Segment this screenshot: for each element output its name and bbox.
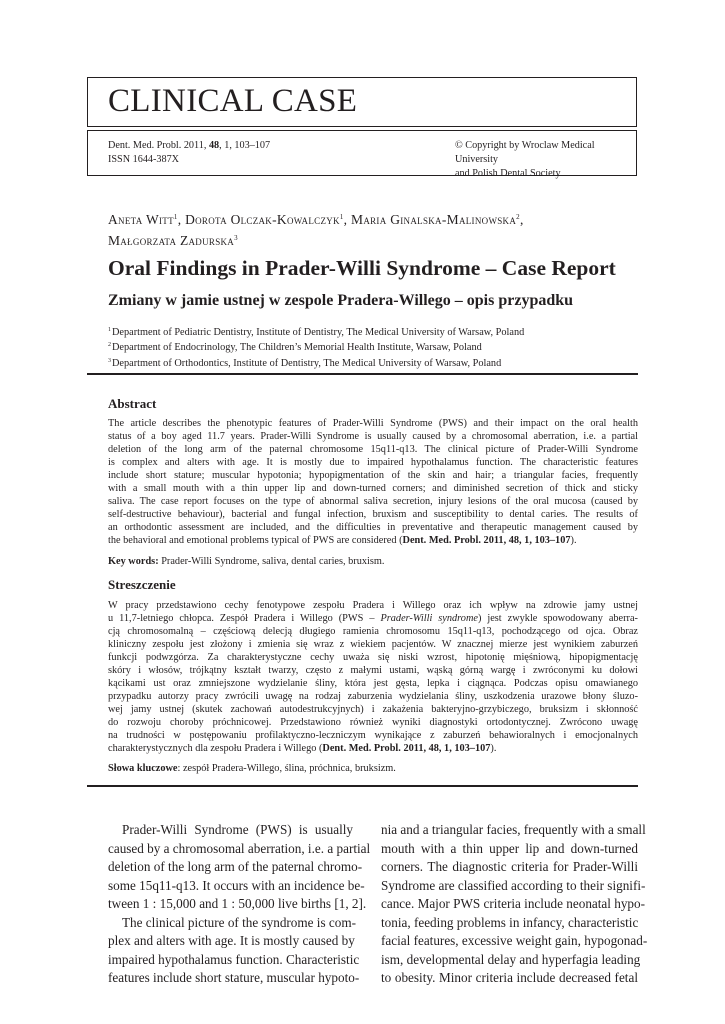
author	[108, 233, 238, 248]
text-segment: tonia, feeding problems in infancy, characteristic	[381, 914, 639, 930]
text-line	[108, 534, 638, 547]
journal-volume: 48	[208, 140, 220, 151]
keywords-text: : zespół Pradera-Willego, ślina, próchnica, bruksizm.	[177, 763, 396, 774]
text-line	[108, 456, 638, 469]
body-right-column	[381, 821, 648, 988]
text-line	[108, 858, 363, 877]
text-line	[108, 840, 371, 859]
text-segment: przypadku autorzy pracy zwrócili uwagę na rodzaj zaburzenia wydzielania śliny, uszkodzenia urazowe błony śluzo-	[108, 691, 638, 702]
text-segment: with a small mouth with a thin upper lip and down-turned corners; and diminished secretion of thick and sticky	[108, 483, 638, 494]
text-segment: skóry i włosów, trójkątny kształt twarzy, często z małymi ustami, wąską górną wargę i zwróconymi ku dołowi	[108, 665, 638, 676]
author	[351, 212, 524, 227]
affil-num: 2	[108, 342, 111, 349]
author-list	[108, 208, 638, 250]
text-segment: cance. Major PWS criteria include neonatal hypo-	[381, 896, 646, 911]
copyright-line: © Copyright by Wroclaw Medical University	[455, 140, 595, 165]
text-line	[108, 599, 638, 612]
text-line	[108, 508, 638, 521]
abstract-heading: Abstract	[108, 396, 157, 411]
article-subtitle: Zmiany w jamie ustnej w zespole Pradera-Willego – opis przypadku	[108, 292, 574, 309]
text-segment: deletion of the long arm of the paternal chromo-	[108, 859, 363, 874]
text-segment: charakterystycznych dla zespołu Pradera i Willego (	[108, 743, 323, 754]
text-line	[108, 969, 360, 988]
text-segment: kliniczny zespołu jest złożony i zmienia się wraz z wiekiem pacjentów. W znacznej mierze jest wynikiem zaburzeń	[108, 639, 638, 650]
text-line	[108, 521, 638, 534]
citation-info	[108, 139, 270, 167]
text-line	[108, 482, 638, 495]
text-line	[108, 430, 638, 443]
text-segment: include short stature; muscular hypotonia; hypopigmentation of the skin and hair; a triangular facies, frequently	[108, 470, 638, 481]
text-segment: W pracy przedstawiono cechy fenotypowe zespołu Pradera i Willego oraz ich wpływ na zdrowie jamy ustnej	[108, 600, 638, 611]
streszczenie-heading: Streszczenie	[108, 577, 176, 592]
text-line	[381, 951, 641, 970]
author-name: Aneta Witt	[108, 212, 174, 227]
text-segment: self-destructive behaviour), bacterial and fungal infection, bruxism and susceptibility to dental caries. The results of	[108, 509, 638, 520]
text-segment: u 11,7-letniego chłopca. Zespół Pradera i Willego (PWS –	[108, 613, 381, 624]
text-line	[108, 443, 638, 456]
affil-text: Department of Pediatric Dentistry, Institute of Dentistry, The Medical University of Warsaw, Poland	[112, 327, 525, 338]
text-line	[108, 664, 638, 677]
text-line	[108, 690, 638, 703]
keywords-text: Prader-Willi Syndrome, saliva, dental caries, bruxism.	[158, 556, 385, 567]
affil-text: Department of Orthodontics, Institute of Dentistry, The Medical University of Warsaw, Poland	[112, 357, 502, 369]
text-line	[108, 742, 638, 755]
text-line	[381, 821, 646, 840]
separator: ,	[519, 212, 524, 227]
text-segment: ).	[490, 743, 497, 754]
abstract-text	[108, 417, 638, 547]
text-line	[381, 932, 648, 951]
section-header-box	[87, 77, 637, 127]
text-segment: cją chromosomalną – częściową delecją długiego ramienia chromosomu 15q11-q13, pochodzącego od ojca. Obraz	[108, 626, 638, 637]
streszczenie-text	[108, 599, 638, 755]
author	[185, 212, 351, 227]
text-segment: na trudności w postępowaniu profilaktyczno-leczniczym wynikające z zaburzeń behawioralnych i emocjonalnych	[108, 730, 638, 741]
text-segment: Prader-Willi syndrome	[380, 613, 478, 624]
text-segment: ism, developmental delay and hyperfagia leading	[381, 951, 641, 967]
article-title: Oral Findings in Prader-Willi Syndrome – Case Report	[108, 256, 616, 280]
text-line	[108, 914, 357, 933]
text-segment: mouth with a thin upper lip and down-turned	[381, 840, 638, 856]
author	[108, 212, 185, 227]
separator: ,	[177, 212, 186, 227]
text-line	[108, 625, 638, 638]
citation: Dent. Med. Probl. 2011, 48, 1, 103–107	[322, 743, 491, 754]
keywords-label: Key words:	[108, 556, 159, 567]
text-line	[381, 914, 638, 933]
text-segment: plex and alters with age. It is mostly caused by	[108, 933, 355, 948]
affil-num: 3	[108, 357, 111, 364]
text-segment: The clinical picture of the syndrome is com-	[122, 914, 357, 930]
divider	[87, 785, 638, 787]
journal-info-box	[87, 130, 637, 179]
author-name: Dorota Olczak-Kowalczyk	[185, 212, 340, 227]
text-line	[108, 638, 638, 651]
text-segment: nia and a triangular facies, frequently with a small	[381, 822, 646, 837]
text-line	[108, 612, 638, 625]
affil-mark: 3	[234, 234, 238, 242]
text-segment: status of a boy aged 11.7 years. Prader-Willi Syndrome is usually caused by a chromosomal aberration, i.e. a partial	[108, 431, 638, 442]
text-segment: funkcji podwzgórza. Za charakterystyczne cechy uważa się niski wzrost, hipotonię mięśniową, hipopigmentację	[108, 652, 638, 663]
text-line	[108, 729, 638, 742]
text-line	[381, 840, 638, 859]
affil-mark: 1	[173, 213, 178, 221]
text-line	[108, 417, 638, 430]
text-segment: wej jamy ustnej (skutek zachowań autodestrukcyjnych) i zakażenia bakteryjno-grzybiczego, bruksizm i skłonność	[108, 704, 638, 715]
affiliations	[108, 324, 524, 370]
text-segment: facial features, excessive weight gain, hypogonad-	[381, 933, 648, 948]
text-segment: is complex and alters with age. It is mostly due to impaired hypothalamus function. The characteristic features	[108, 457, 638, 468]
text-segment: impaired hypothalamus function. Characteristic	[108, 951, 360, 967]
separator: ,	[343, 212, 352, 227]
affil-text: Department of Endocrinology, The Children’s Memorial Health Institute, Warsaw, Poland	[112, 342, 482, 354]
copyright	[455, 139, 636, 181]
text-line	[381, 858, 638, 877]
affil-mark: 1	[339, 213, 344, 221]
text-line	[108, 895, 367, 914]
journal-ref: Dent. Med. Probl. 2011,	[108, 140, 209, 151]
affiliation	[108, 355, 524, 370]
copyright-line: and Polish Dental Society	[455, 168, 561, 179]
journal-pages: , 1, 103–107	[219, 140, 271, 151]
text-line	[108, 877, 365, 896]
body-left-column	[108, 821, 371, 988]
text-segment: deletion of the long arm of the paternal chromosome 15q11-q13. The clinical picture of Prader-Willi Syndrome	[108, 444, 638, 455]
text-segment: kącikami ust oraz zmniejszone wydzielanie śliny, która jest gęsta, lepka i ciągnąca. Podczas opisu omawianego	[108, 678, 638, 689]
text-segment: ).	[570, 535, 577, 546]
divider	[87, 373, 638, 375]
text-line	[108, 495, 638, 508]
text-segment: Prader-Willi Syndrome (PWS) is usually	[122, 822, 353, 837]
affiliation	[108, 324, 524, 339]
text-segment: some 15q11-q13. It occurs with an incidence be-	[108, 877, 365, 893]
text-line	[108, 677, 638, 690]
affiliation	[108, 339, 524, 354]
text-line	[108, 651, 638, 664]
author-name: Małgorzata Zadurska	[108, 233, 235, 248]
text-segment: do rozwoju choroby próchnicowej. Przedstawiono również wyniki diagnostyki ortodontycznej. Zwrócono uwagę	[108, 717, 638, 728]
text-line	[108, 821, 353, 840]
text-segment: Syndrome are classified according to their signifi-	[381, 877, 646, 893]
keywords-label: Słowa kluczowe	[108, 763, 178, 774]
text-line	[381, 969, 638, 988]
author-name: Maria Ginalska-Malinowska	[351, 212, 517, 227]
issn: ISSN 1644-387X	[108, 154, 180, 165]
text-segment: The article describes the phenotypic features of Prader-Willi Syndrome (PWS) and their impact on the oral health	[108, 418, 638, 429]
citation: Dent. Med. Probl. 2011, 48, 1, 103–107	[402, 535, 571, 546]
text-segment: an orthodontic assessment are included, and the difficulties in preventative and therapeutic management caused by	[108, 522, 638, 533]
text-segment: tween 1 : 15,000 and 1 : 50,000 live births [1, 2].	[108, 896, 367, 911]
text-line	[108, 703, 638, 716]
text-segment: caused by a chromosomal aberration, i.e. a partial	[108, 840, 371, 856]
text-segment: features include short stature, muscular hypoto-	[108, 970, 360, 985]
text-line	[108, 469, 638, 482]
section-label: CLINICAL CASE	[108, 83, 358, 119]
text-line	[108, 716, 638, 729]
text-line	[108, 932, 353, 951]
slowa-kluczowe	[108, 763, 396, 774]
text-line	[381, 895, 646, 914]
text-segment: corners. The diagnostic criteria for Prader-Willi	[381, 859, 638, 874]
keywords	[108, 556, 384, 567]
text-line	[381, 877, 646, 896]
text-line	[108, 951, 360, 970]
text-segment: saliva. The case report focuses on the type of abnormal saliva secretion, injury lesions of the oral mucosa (caused by	[108, 496, 638, 507]
affil-mark: 2	[516, 213, 520, 221]
text-segment: ) jest zwykle spowodowany aberra-	[477, 613, 638, 624]
affil-num: 1	[108, 327, 111, 333]
text-segment: to obesity. Minor criteria include decreased fetal	[381, 970, 638, 985]
text-segment: the behavioral and emotional problems typical of PWS are considered (	[108, 535, 403, 546]
